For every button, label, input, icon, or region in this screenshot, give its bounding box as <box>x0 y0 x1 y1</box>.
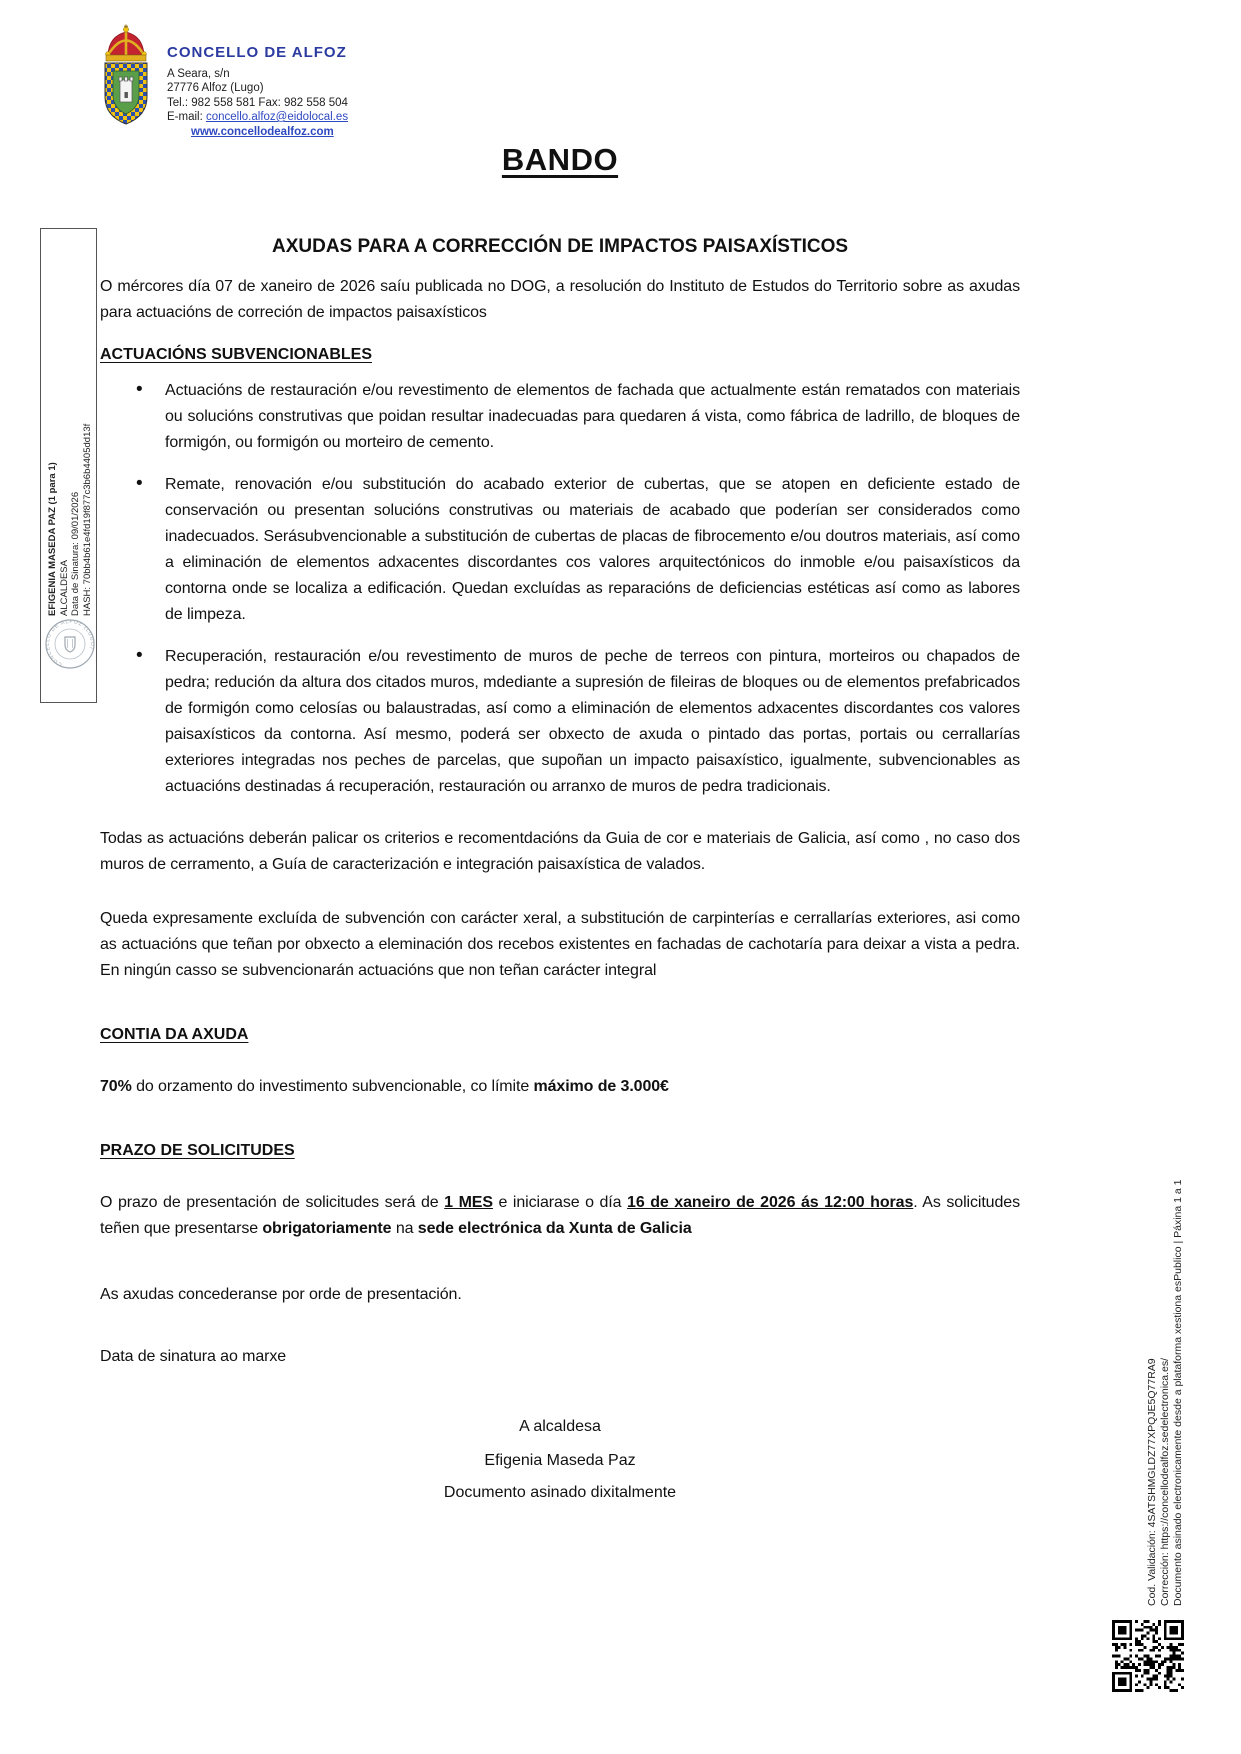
section-heading-contia: CONTIA DA AXUDA <box>100 1026 249 1043</box>
signer-name-line: EFIGENIA MASEDA PAZ (1 para 1) <box>47 462 58 616</box>
website-link[interactable]: www.concellodealfoz.com <box>191 125 334 138</box>
validation-code-line: Cod. Validación: 4SATSHMGLDZ77XPQJE5Q77RA9 <box>1146 1358 1158 1606</box>
paragraph-todas: Todas as actuacións deberán palicar os criterios e recomentdacións da Guia de cor e materiais de Galicia, así como , no caso dos muros de cerramento, a Guía de caracterización e integración paisaxística de valados. <box>100 830 1020 873</box>
org-phone-line: Tel.: 982 558 581 Fax: 982 558 504 <box>167 96 348 109</box>
paragraph-contia: 70% do orzamento do investimento subvencionable, co límite máximo de 3.000€ <box>100 1078 669 1095</box>
bullet-item: • Remate, renovación e/ou substitución do acabado exterior de cubertas, que se atopen en deficiente estado de conservación ou presentan solucións construtivas ou materiais de acabado que poderían ser considerados como inadecuados. Serásubvencionable a substitución de cubertas de placas de fibrocemento e/ou doutros materiais, así como a eliminación de elementos adxacentes discordantes cos valores arquitectónicos do inmoble e/ou paisaxísticos da contorna onde se localiza a edificación. Quedan excluídas as reparacións de deficiencias estéticas así como as labores de limpeza. <box>100 472 1020 628</box>
bullet-item: • Actuacións de restauración e/ou revestimento de elementos de fachada que actualmente están rematados con materiais ou solucións construtivas que poidan resultar inadecuadas para quedaren á vista, como fábrica de ladrillo, de bloques de formigón, ou formigón ou morteiro de cemento. <box>100 378 1020 456</box>
paragraph-axudas: As axudas concederanse por orde de presentación. <box>100 1286 462 1303</box>
org-name: CONCELLO DE ALFOZ <box>167 44 347 61</box>
stamp-seal-icon <box>44 618 96 670</box>
bullet-item: • Recuperación, restauración e/ou revestimento de muros de peche de terreos con pintura, morteiros ou chapados de pedra; redución da altura dos citados muros, mdediante a supresión de fileiras de bloques ou de elementos prefabricados de formigón como celosías ou balaustradas, así como a eliminación de elementos adxacentes discordantes cos valores paisaxísticos da contorna. Así mesmo, poderá ser obxecto de axuda o pintado das portas, portais ou cerrallarías exteriores integradas nos peches de parcelas, que supoñan un impacto paisaxístico, igualmente, subvencionables as actuacións destinadas á recuperación, restauración ou arranxo de muros de pedra tradicionais. <box>100 644 1020 800</box>
signer-role-line: ALCALDESA <box>58 560 70 616</box>
org-address-line2: 27776 Alfoz (Lugo) <box>167 82 264 94</box>
section-heading-actuacions: ACTUACIÓNS SUBVENCIONABLES <box>100 346 373 363</box>
signature-note: Documento asinado dixitalmente <box>443 1484 677 1501</box>
document-subtitle: AXUDAS PARA A CORRECCIÓN DE IMPACTOS PAISAXÍSTICOS <box>271 236 849 257</box>
org-address-line1: A Seara, s/n <box>167 67 230 80</box>
platform-page-line: Documento asinado electronicamente desde a plataforma xestiona esPublico | Páxina 1 a 1 <box>1172 1179 1184 1606</box>
bullet-list <box>100 378 1020 800</box>
intro-paragraph: O mércores día 07 de xaneiro de 2026 saíu publicada no DOG, a resolución do Instituto de Estudos do Territorio sobre as axudas para actuacións de correción de impactos paisaxísticos <box>100 278 1020 321</box>
email-link[interactable]: concello.alfoz@eidolocal.es <box>205 111 349 123</box>
section-heading-prazo: PRAZO DE SOLICITUDES <box>100 1142 295 1159</box>
signature-name: Efigenia Maseda Paz <box>484 1452 636 1469</box>
signature-margin-text <box>47 384 93 616</box>
signature-date-line: Data de Sinatura: 09/01/2026 <box>70 491 81 616</box>
qr-code-icon <box>1112 1620 1184 1692</box>
validation-margin-text <box>1146 1074 1185 1606</box>
email-label: E-mail: <box>167 111 206 123</box>
paragraph-data-sinatura: Data de sinatura ao marxe <box>100 1348 287 1365</box>
document-title: BANDO <box>501 142 619 177</box>
signature-role: A alcaldesa <box>519 1418 601 1435</box>
paragraph-prazo: O prazo de presentación de solicitudes será de 1 MES e iniciarase o día 16 de xaneiro de 2026 ás 12:00 horas. As solicitudes teñen que presentarse obrigatoriamente na sede electrónica da Xunta de Galicia <box>100 1194 1020 1237</box>
stamp-ring-text: CONCELLO DE ALFOZ (LUGO) <box>44 618 96 668</box>
document-body <box>100 0 1020 1502</box>
validation-url-line: Corrección: https://concellodealfoz.sedelectronica.es/ <box>1159 1357 1171 1606</box>
signature-hash-line: HASH: 70bb4b61e4fd19f877c3b6b4405dd13f <box>81 423 93 616</box>
paragraph-queda: Queda expresamente excluída de subvención con carácter xeral, a substitución de carpinterías e cerrallarías exteriores, asi como as actuacións que teñan por obxecto a eleminación dos recebos existentes en fachadas de cachotaría para deixar a vista a pedra. En ningún casso se subvencionarán actuacións que non teñan carácter integral <box>100 910 1020 979</box>
